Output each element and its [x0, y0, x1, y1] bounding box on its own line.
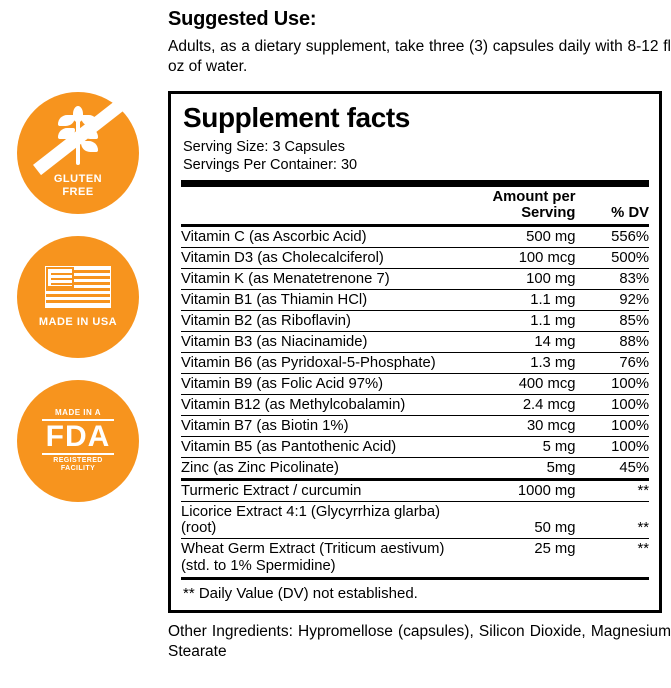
daily-value-footnote: ** Daily Value (DV) not established. — [183, 585, 418, 603]
nutrition-table-body — [181, 227, 649, 478]
row-nutrient-name: Vitamin B9 (as Folic Acid 97%) — [181, 374, 462, 395]
row-amount: 30 mcg — [462, 416, 584, 437]
row-nutrient-name: Licorice Extract 4:1 (Glycyrrhiza glarba) (root) — [181, 502, 462, 539]
table-row — [181, 353, 649, 374]
row-dv: 556% — [611, 229, 649, 246]
badge-gluten-free-label-line2: FREE — [62, 186, 94, 198]
row-nutrient-name: Vitamin B12 (as Methylcobalamin) — [181, 395, 462, 416]
other-ingredients: Other Ingredients: Hypromellose (capsules), Silicon Dioxide, Magnesium Stearate — [168, 623, 671, 661]
row-nutrient-name: Vitamin B1 (as Thiamin HCl) — [181, 290, 462, 311]
table-row — [181, 416, 649, 437]
table-row — [181, 481, 649, 502]
panel-medium-rule-3 — [181, 577, 649, 580]
row-dv: 45% — [583, 458, 649, 479]
header-nutrient — [181, 187, 462, 224]
table-row — [181, 502, 649, 539]
badge-gluten-free-label — [54, 173, 102, 198]
row-nutrient-name: Vitamin B2 (as Riboflavin) — [181, 311, 462, 332]
supplement-facts-title: Supplement facts — [183, 101, 410, 133]
table-row — [181, 290, 649, 311]
label-content — [168, 0, 671, 662]
suggested-use-body: Adults, as a dietary supplement, take three (3) capsules daily with 8-12 fl oz of water. — [168, 38, 671, 75]
badge-fda-registered — [17, 380, 139, 502]
row-nutrient-name: Vitamin B7 (as Biotin 1%) — [181, 416, 462, 437]
row-dv: 100% — [583, 416, 649, 437]
nutrition-table-header — [181, 187, 649, 224]
table-row — [181, 269, 649, 290]
row-amount: 1000 mg — [517, 483, 576, 500]
row-amount: 1.1 mg — [462, 311, 584, 332]
servings-per-container: Servings Per Container: 30 — [183, 156, 358, 173]
supplement-facts-panel — [168, 91, 662, 614]
row-nutrient-name-line1: Wheat Germ Extract (Triticum aestivum) — [181, 541, 445, 558]
row-dv: 76% — [583, 353, 649, 374]
table-row — [181, 395, 649, 416]
badge-made-in-usa — [17, 236, 139, 358]
row-amount: 1.1 mg — [462, 290, 584, 311]
row-nutrient-name: Vitamin B6 (as Pyridoxal-5-Phosphate) — [181, 353, 462, 374]
row-dv: 83% — [583, 269, 649, 290]
botanicals-table — [181, 481, 649, 577]
row-amount: 1.3 mg — [462, 353, 584, 374]
vitamins-group — [181, 227, 649, 478]
row-dv: 100% — [583, 374, 649, 395]
table-row — [181, 458, 649, 479]
row-nutrient-name: Vitamin B3 (as Niacinamide) — [181, 332, 462, 353]
badge-fda-word: FDA — [42, 419, 115, 455]
row-amount: 14 mg — [462, 332, 584, 353]
row-nutrient-name: Zinc (as Zinc Picolinate) — [181, 458, 462, 479]
row-amount: 400 mcg — [462, 374, 584, 395]
row-amount: 100 mcg — [462, 248, 584, 269]
table-row — [181, 248, 649, 269]
row-dv: 88% — [583, 332, 649, 353]
row-dv: 100% — [583, 395, 649, 416]
table-row — [181, 437, 649, 458]
row-nutrient-name: Vitamin D3 (as Cholecalciferol) — [181, 248, 462, 269]
row-nutrient-name: Turmeric Extract / curcumin — [181, 483, 362, 500]
row-amount: 100 mg — [462, 269, 584, 290]
badge-fda-top-text: MADE IN A — [55, 407, 101, 417]
panel-thick-rule — [181, 180, 649, 187]
nutrition-table — [181, 187, 649, 224]
row-amount: 2.4 mcg — [462, 395, 584, 416]
table-row — [181, 332, 649, 353]
row-amount: 5 mg — [462, 437, 584, 458]
serving-size: Serving Size: 3 Capsules — [183, 139, 345, 156]
table-row — [181, 374, 649, 395]
table-header-row — [181, 187, 649, 224]
row-nutrient-name: Vitamin K (as Menatetrenone 7) — [181, 269, 462, 290]
row-dv: ** — [637, 483, 649, 500]
suggested-use-title: Suggested Use: — [168, 8, 317, 30]
badge-gluten-free-label-line1: GLUTEN — [53, 173, 103, 186]
header-percent-dv: % DV — [611, 205, 649, 222]
row-amount: 5mg — [462, 458, 584, 479]
botanicals-group — [181, 481, 649, 577]
badge-fda-bottom-line2: FACILITY — [60, 465, 96, 473]
row-amount: 25 mg — [462, 539, 584, 578]
badge-gluten-free — [17, 92, 139, 214]
row-nutrient-name: Vitamin B5 (as Pantothenic Acid) — [181, 437, 462, 458]
badge-fda-bottom-text — [53, 457, 103, 475]
row-nutrient-name — [181, 539, 462, 578]
header-amount-per-serving: Amount per Serving — [492, 189, 576, 222]
row-amount: 50 mg — [462, 502, 584, 539]
certification-badges — [0, 92, 156, 502]
badge-fda-bottom-line1: REGISTERED — [53, 456, 103, 464]
row-amount: 500 mg — [526, 229, 576, 246]
row-nutrient-name-line2: (std. to 1% Spermidine) — [181, 558, 336, 575]
row-dv: ** — [583, 502, 649, 539]
row-dv: 500% — [583, 248, 649, 269]
row-dv: 92% — [583, 290, 649, 311]
table-row — [181, 311, 649, 332]
usa-flag-icon — [45, 266, 111, 308]
row-nutrient-name: Vitamin C (as Ascorbic Acid) — [181, 229, 367, 246]
row-dv: 100% — [583, 437, 649, 458]
table-row — [181, 227, 649, 248]
badge-made-in-usa-label: MADE IN USA — [38, 315, 118, 328]
wheat-icon — [17, 107, 139, 169]
row-dv: 85% — [583, 311, 649, 332]
row-dv: ** — [583, 539, 649, 578]
table-row — [181, 539, 649, 578]
